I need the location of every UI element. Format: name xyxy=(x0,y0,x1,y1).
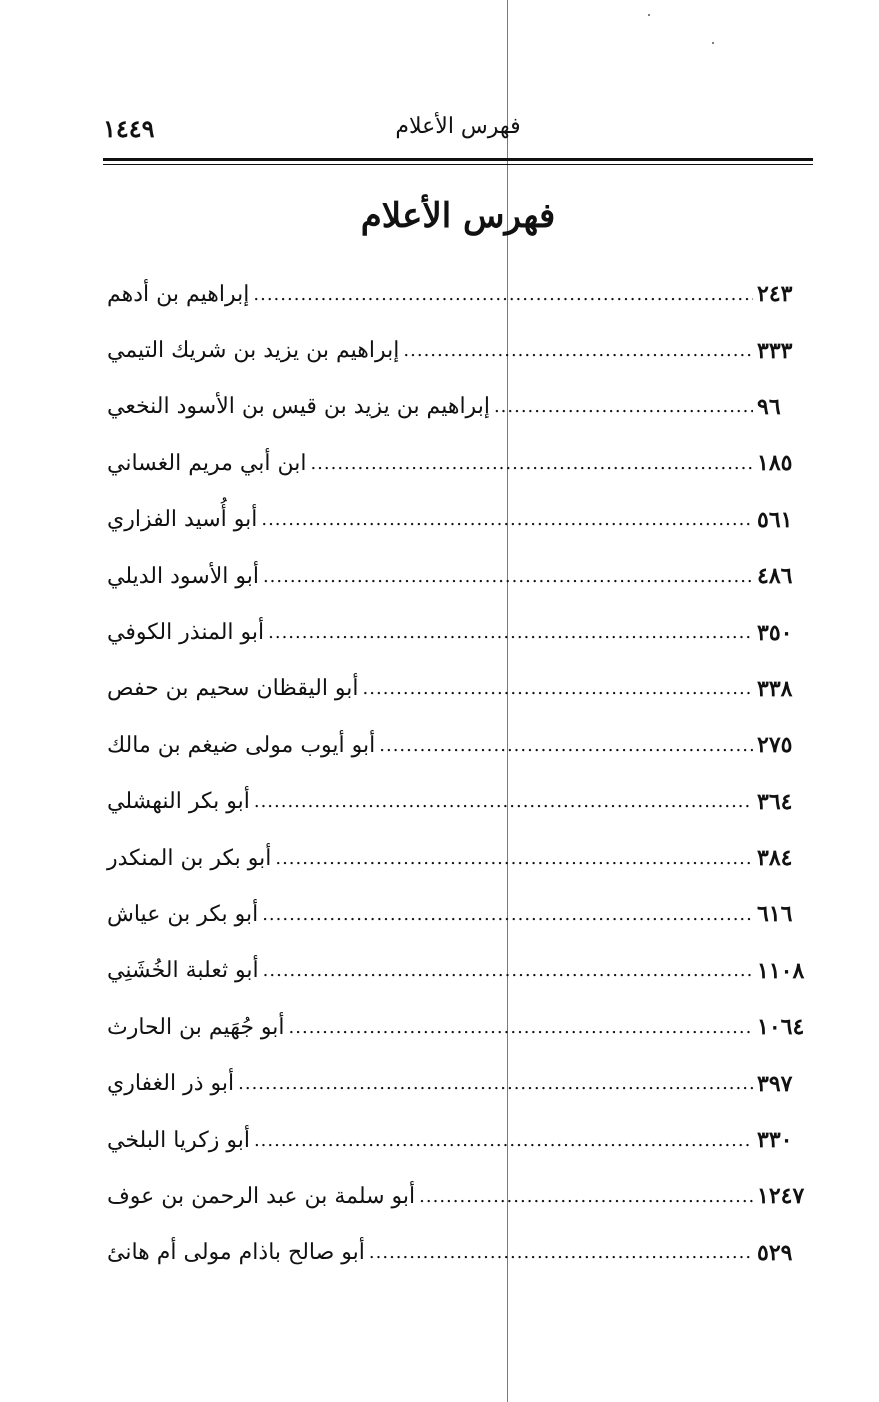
index-entry xyxy=(103,548,809,604)
dot-leader xyxy=(263,566,753,587)
entry-page: ٣٣٣ xyxy=(757,337,793,364)
index-entry xyxy=(103,774,809,830)
scan-speck xyxy=(648,14,650,16)
entry-name: أبو بكر بن عياش xyxy=(107,901,259,927)
dot-leader xyxy=(369,1242,753,1263)
entry-page: ١١٠٨ xyxy=(757,957,805,984)
dot-leader xyxy=(379,735,753,756)
entry-page: ٣٥٠ xyxy=(757,619,793,646)
entry-name: أبو ذر الغفاري xyxy=(107,1071,235,1097)
page-number: ١٤٤٩ xyxy=(103,114,155,143)
page-title: فهرس الأعلام xyxy=(360,196,556,236)
entry-page: ٢٤٣ xyxy=(757,281,793,308)
dot-leader xyxy=(262,904,753,925)
page-header xyxy=(103,112,813,152)
entry-page: ٣٣٠ xyxy=(757,1127,793,1154)
index-entry xyxy=(103,604,809,660)
index-entry xyxy=(103,322,809,378)
entry-name: أبو ثعلبة الخُشَنِي xyxy=(107,958,259,984)
entry-name: أبو صالح باذام مولى أم هانئ xyxy=(107,1240,365,1266)
entry-name: أبو الأسود الديلي xyxy=(107,563,259,589)
index-entry xyxy=(103,266,809,322)
dot-leader xyxy=(268,622,753,643)
entry-name: أبو بكر بن المنكدر xyxy=(107,845,272,871)
dot-leader xyxy=(403,340,753,361)
entry-page: ٢٧٥ xyxy=(757,732,793,759)
entry-page: ١٠٦٤ xyxy=(757,1014,805,1041)
scan-speck xyxy=(712,42,714,44)
header-rule-thin xyxy=(103,164,813,165)
dot-leader xyxy=(363,678,753,699)
index-list xyxy=(103,266,809,1281)
dot-leader xyxy=(275,848,753,869)
entry-page: ١٨٥ xyxy=(757,450,793,477)
entry-name: أبو جُهَيم بن الحارث xyxy=(107,1014,285,1040)
dot-leader xyxy=(289,1017,753,1038)
header-rule-thick xyxy=(103,158,813,161)
dot-leader xyxy=(494,396,753,417)
entry-page: ٣٨٤ xyxy=(757,845,793,872)
dot-leader xyxy=(238,1073,753,1094)
index-entry xyxy=(103,943,809,999)
index-entry xyxy=(103,379,809,435)
dot-leader xyxy=(261,509,753,530)
dot-leader xyxy=(253,284,753,305)
entry-page: ٦١٦ xyxy=(757,901,793,928)
index-entry xyxy=(103,1055,809,1111)
entry-name: أبو بكر النهشلي xyxy=(107,789,250,815)
index-entry xyxy=(103,1168,809,1224)
entry-name: أبو أُسيد الفزاري xyxy=(107,507,258,533)
dot-leader xyxy=(254,1130,753,1151)
entry-name: أبو أيوب مولى ضيغم بن مالك xyxy=(107,732,376,758)
index-entry xyxy=(103,830,809,886)
dot-leader xyxy=(310,453,753,474)
entry-page: ٩٦ xyxy=(757,393,781,420)
entry-page: ٤٨٦ xyxy=(757,563,793,590)
entry-name: أبو زكريا البلخي xyxy=(107,1127,250,1153)
entry-page: ٣٩٧ xyxy=(757,1070,793,1097)
index-entry xyxy=(103,492,809,548)
dot-leader xyxy=(419,1186,753,1207)
entry-name: إبراهيم بن يزيد بن قيس بن الأسود النخعي xyxy=(107,394,490,420)
index-entry xyxy=(103,435,809,491)
index-entry xyxy=(103,1225,809,1281)
index-entry xyxy=(103,886,809,942)
entry-name: إبراهيم بن أدهم xyxy=(107,281,250,307)
dot-leader xyxy=(254,791,753,812)
entry-name: أبو سلمة بن عبد الرحمن بن عوف xyxy=(107,1183,416,1209)
entry-name: ابن أبي مريم الغساني xyxy=(107,450,307,476)
entry-page: ٣٣٨ xyxy=(757,675,793,702)
entry-name: إبراهيم بن يزيد بن شريك التيمي xyxy=(107,338,400,364)
index-entry xyxy=(103,661,809,717)
entry-name: أبو المنذر الكوفي xyxy=(107,620,265,646)
entry-page: ٥٦١ xyxy=(757,506,793,533)
entry-page: ١٢٤٧ xyxy=(757,1183,805,1210)
index-entry xyxy=(103,717,809,773)
index-entry xyxy=(103,1112,809,1168)
dot-leader xyxy=(263,960,753,981)
running-title: فهرس الأعلام xyxy=(395,114,521,139)
entry-page: ٥٢٩ xyxy=(757,1239,793,1266)
entry-page: ٣٦٤ xyxy=(757,788,793,815)
entry-name: أبو اليقظان سحيم بن حفص xyxy=(107,676,359,702)
index-entry xyxy=(103,999,809,1055)
